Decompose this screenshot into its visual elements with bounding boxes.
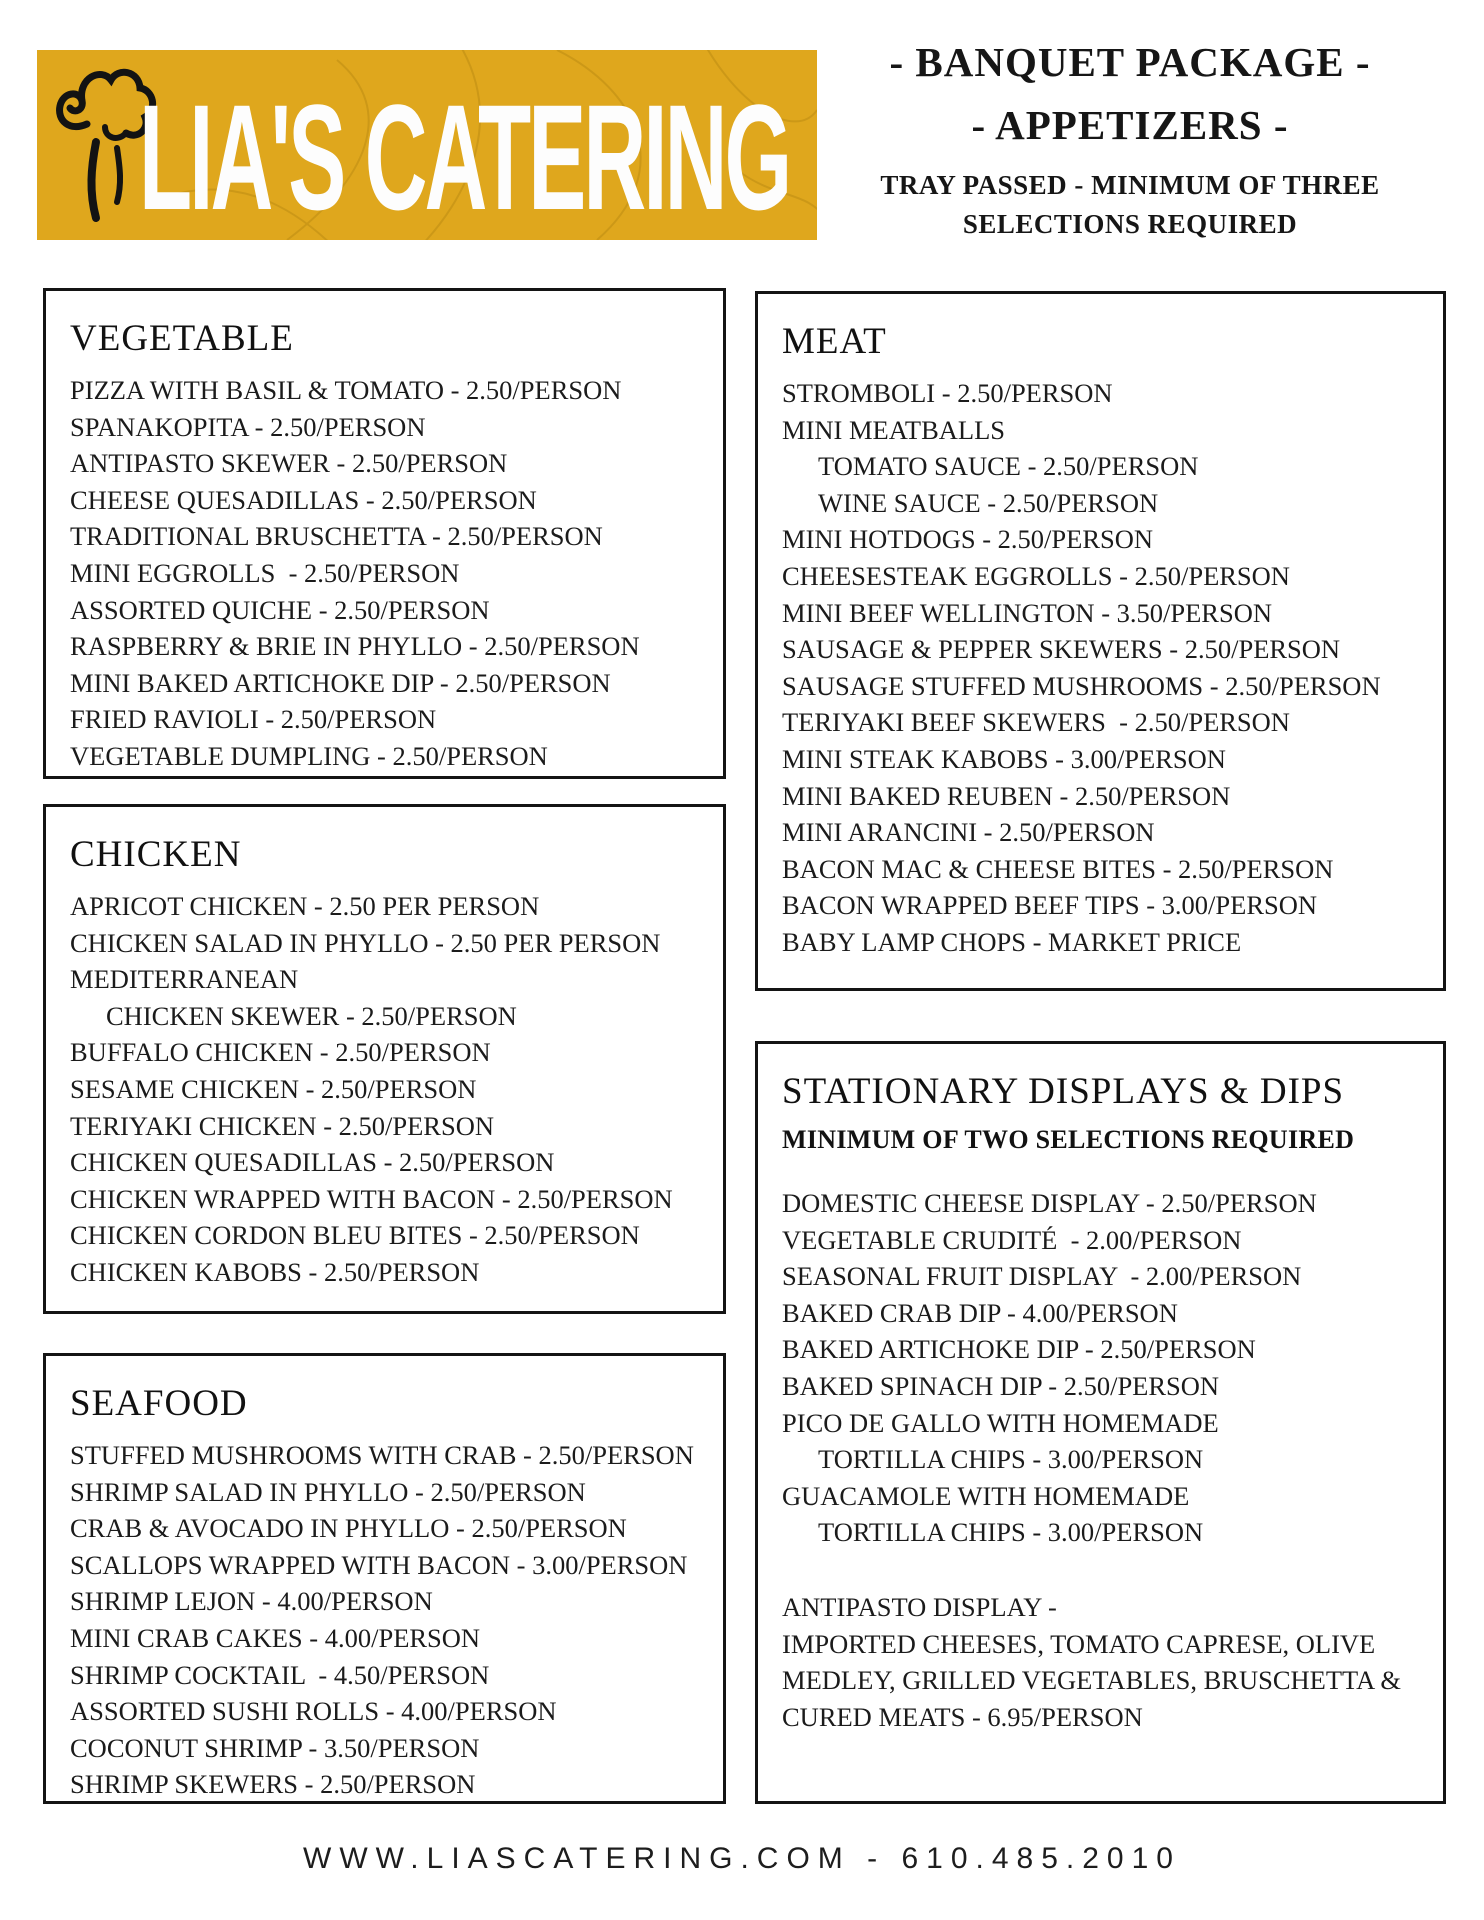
menu-item: FRIED RAVIOLI - 2.50/PERSON bbox=[70, 704, 437, 735]
tray-passed-note-line1: TRAY PASSED - MINIMUM OF THREE bbox=[880, 170, 1380, 200]
section-chicken-items bbox=[70, 888, 707, 1291]
menu-item: PICO DE GALLO WITH HOMEMADE bbox=[782, 1407, 1219, 1438]
menu-item: SHRIMP LEJON - 4.00/PERSON bbox=[70, 1586, 433, 1617]
menu-item: CHICKEN CORDON BLEU BITES - 2.50/PERSON bbox=[70, 1220, 640, 1251]
section-vegetable-title: VEGETABLE bbox=[70, 318, 294, 359]
menu-item: SEASONAL FRUIT DISPLAY - 2.00/PERSON bbox=[782, 1261, 1302, 1292]
menu-item: SESAME CHICKEN - 2.50/PERSON bbox=[70, 1073, 477, 1104]
menu-item: MINI STEAK KABOBS - 3.00/PERSON bbox=[782, 743, 1226, 774]
menu-item: SCALLOPS WRAPPED WITH BACON - 3.00/PERSON bbox=[70, 1549, 688, 1580]
menu-item: MINI CRAB CAKES - 4.00/PERSON bbox=[70, 1622, 481, 1653]
menu-item: ANTIPASTO SKEWER - 2.50/PERSON bbox=[70, 448, 508, 479]
menu-item: MINI BAKED REUBEN - 2.50/PERSON bbox=[782, 780, 1231, 811]
menu-item: MINI MEATBALLS bbox=[782, 414, 1006, 445]
section-vegetable bbox=[43, 288, 726, 779]
menu-item: TERIYAKI BEEF SKEWERS - 2.50/PERSON bbox=[782, 707, 1290, 738]
menu-item: BUFFALO CHICKEN - 2.50/PERSON bbox=[70, 1037, 491, 1068]
menu-item: ASSORTED SUSHI ROLLS - 4.00/PERSON bbox=[70, 1696, 557, 1727]
section-stationary-items bbox=[782, 1185, 1427, 1735]
menu-item: CHICKEN WRAPPED WITH BACON - 2.50/PERSON bbox=[70, 1183, 673, 1214]
menu-item: TORTILLA CHIPS - 3.00/PERSON bbox=[818, 1444, 1204, 1475]
menu-item: RASPBERRY & BRIE IN PHYLLO - 2.50/PERSON bbox=[70, 631, 640, 662]
banquet-package-title: - BANQUET PACKAGE - bbox=[889, 39, 1371, 85]
menu-item: COCONUT SHRIMP - 3.50/PERSON bbox=[70, 1732, 480, 1763]
menu-item: MINI BAKED ARTICHOKE DIP - 2.50/PERSON bbox=[70, 667, 611, 698]
menu-item: VEGETABLE CRUDITÉ - 2.00/PERSON bbox=[782, 1224, 1242, 1255]
menu-item: PIZZA WITH BASIL & TOMATO - 2.50/PERSON bbox=[70, 375, 622, 405]
tray-passed-note bbox=[820, 166, 1440, 244]
menu-item: MINI ARANCINI - 2.50/PERSON bbox=[782, 817, 1155, 848]
menu-item: ANTIPASTO DISPLAY - bbox=[782, 1591, 1057, 1622]
menu-item: SHRIMP SKEWERS - 2.50/PERSON bbox=[70, 1769, 476, 1800]
section-seafood bbox=[43, 1353, 726, 1804]
menu-item: WINE SAUCE - 2.50/PERSON bbox=[818, 487, 1159, 518]
menu-item: CHICKEN QUESADILLAS - 2.50/PERSON bbox=[70, 1147, 555, 1178]
section-stationary-displays bbox=[755, 1041, 1446, 1804]
brand-name: LIA'S CATERING bbox=[139, 73, 790, 240]
section-vegetable-items bbox=[70, 372, 707, 775]
menu-item: TOMATO SAUCE - 2.50/PERSON bbox=[818, 451, 1199, 482]
section-chicken-title: CHICKEN bbox=[70, 834, 242, 875]
menu-item: DOMESTIC CHEESE DISPLAY - 2.50/PERSON bbox=[782, 1188, 1317, 1218]
menu-item: BAKED SPINACH DIP - 2.50/PERSON bbox=[782, 1370, 1220, 1401]
menu-item: TORTILLA CHIPS - 3.00/PERSON bbox=[818, 1517, 1204, 1548]
menu-item: CHICKEN SKEWER - 2.50/PERSON bbox=[106, 1000, 517, 1031]
menu-item: STUFFED MUSHROOMS WITH CRAB - 2.50/PERSON bbox=[70, 1440, 694, 1470]
menu-item: MEDITERRANEAN bbox=[70, 964, 299, 995]
tray-passed-note-line2: SELECTIONS REQUIRED bbox=[962, 209, 1298, 239]
menu-item: SPANAKOPITA - 2.50/PERSON bbox=[70, 411, 426, 442]
section-chicken bbox=[43, 804, 726, 1314]
logo-banner bbox=[37, 50, 817, 240]
menu-item: VEGETABLE DUMPLING - 2.50/PERSON bbox=[70, 740, 548, 771]
menu-item: CRAB & AVOCADO IN PHYLLO - 2.50/PERSON bbox=[70, 1513, 627, 1544]
section-seafood-title: SEAFOOD bbox=[70, 1383, 248, 1424]
menu-item: SAUSAGE STUFFED MUSHROOMS - 2.50/PERSON bbox=[782, 670, 1381, 701]
section-meat bbox=[755, 291, 1446, 991]
menu-item: BACON MAC & CHEESE BITES - 2.50/PERSON bbox=[782, 853, 1334, 884]
menu-item: BAKED ARTICHOKE DIP - 2.50/PERSON bbox=[782, 1334, 1256, 1365]
menu-item: SHRIMP SALAD IN PHYLLO - 2.50/PERSON bbox=[70, 1476, 586, 1507]
menu-item: CHEESE QUESADILLAS - 2.50/PERSON bbox=[70, 484, 537, 515]
menu-item: MINI HOTDOGS - 2.50/PERSON bbox=[782, 524, 1154, 555]
menu-item: APRICOT CHICKEN - 2.50 PER PERSON bbox=[70, 891, 540, 921]
menu-item: IMPORTED CHEESES, TOMATO CAPRESE, OLIVE bbox=[782, 1628, 1376, 1659]
menu-item: STROMBOLI - 2.50/PERSON bbox=[782, 378, 1113, 408]
menu-item: BAKED CRAB DIP - 4.00/PERSON bbox=[782, 1297, 1178, 1328]
menu-item: SAUSAGE & PEPPER SKEWERS - 2.50/PERSON bbox=[782, 634, 1341, 665]
menu-item: SHRIMP COCKTAIL - 4.50/PERSON bbox=[70, 1659, 490, 1690]
menu-item: GUACAMOLE WITH HOMEMADE bbox=[782, 1480, 1190, 1511]
menu-item: CHEESESTEAK EGGROLLS - 2.50/PERSON bbox=[782, 560, 1290, 591]
menu-item: CHICKEN KABOBS - 2.50/PERSON bbox=[70, 1256, 480, 1287]
menu-item: BACON WRAPPED BEEF TIPS - 3.00/PERSON bbox=[782, 890, 1318, 921]
header-title-block bbox=[820, 38, 1440, 244]
menu-item: CURED MEATS - 6.95/PERSON bbox=[782, 1701, 1143, 1732]
menu-item: MINI BEEF WELLINGTON - 3.50/PERSON bbox=[782, 597, 1272, 628]
menu-item: CHICKEN SALAD IN PHYLLO - 2.50 PER PERSON bbox=[70, 927, 661, 958]
menu-item: ASSORTED QUICHE - 2.50/PERSON bbox=[70, 594, 490, 625]
section-seafood-items bbox=[70, 1437, 707, 1803]
appetizers-title: - APPETIZERS - bbox=[971, 102, 1289, 148]
stationary-minimum-note: MINIMUM OF TWO SELECTIONS REQUIRED bbox=[782, 1125, 1355, 1154]
footer-contact: WWW.LIASCATERING.COM - 610.485.2010 bbox=[303, 1842, 1181, 1875]
menu-item: TRADITIONAL BRUSCHETTA - 2.50/PERSON bbox=[70, 521, 603, 552]
menu-item: TERIYAKI CHICKEN - 2.50/PERSON bbox=[70, 1110, 494, 1141]
menu-item: MEDLEY, GRILLED VEGETABLES, BRUSCHETTA & bbox=[782, 1665, 1401, 1696]
section-stationary-title: STATIONARY DISPLAYS & DIPS bbox=[782, 1071, 1345, 1112]
menu-item: MINI EGGROLLS - 2.50/PERSON bbox=[70, 557, 460, 588]
section-meat-title: MEAT bbox=[782, 321, 887, 362]
section-meat-items bbox=[782, 375, 1427, 961]
menu-item: BABY LAMP CHOPS - MARKET PRICE bbox=[782, 926, 1242, 957]
